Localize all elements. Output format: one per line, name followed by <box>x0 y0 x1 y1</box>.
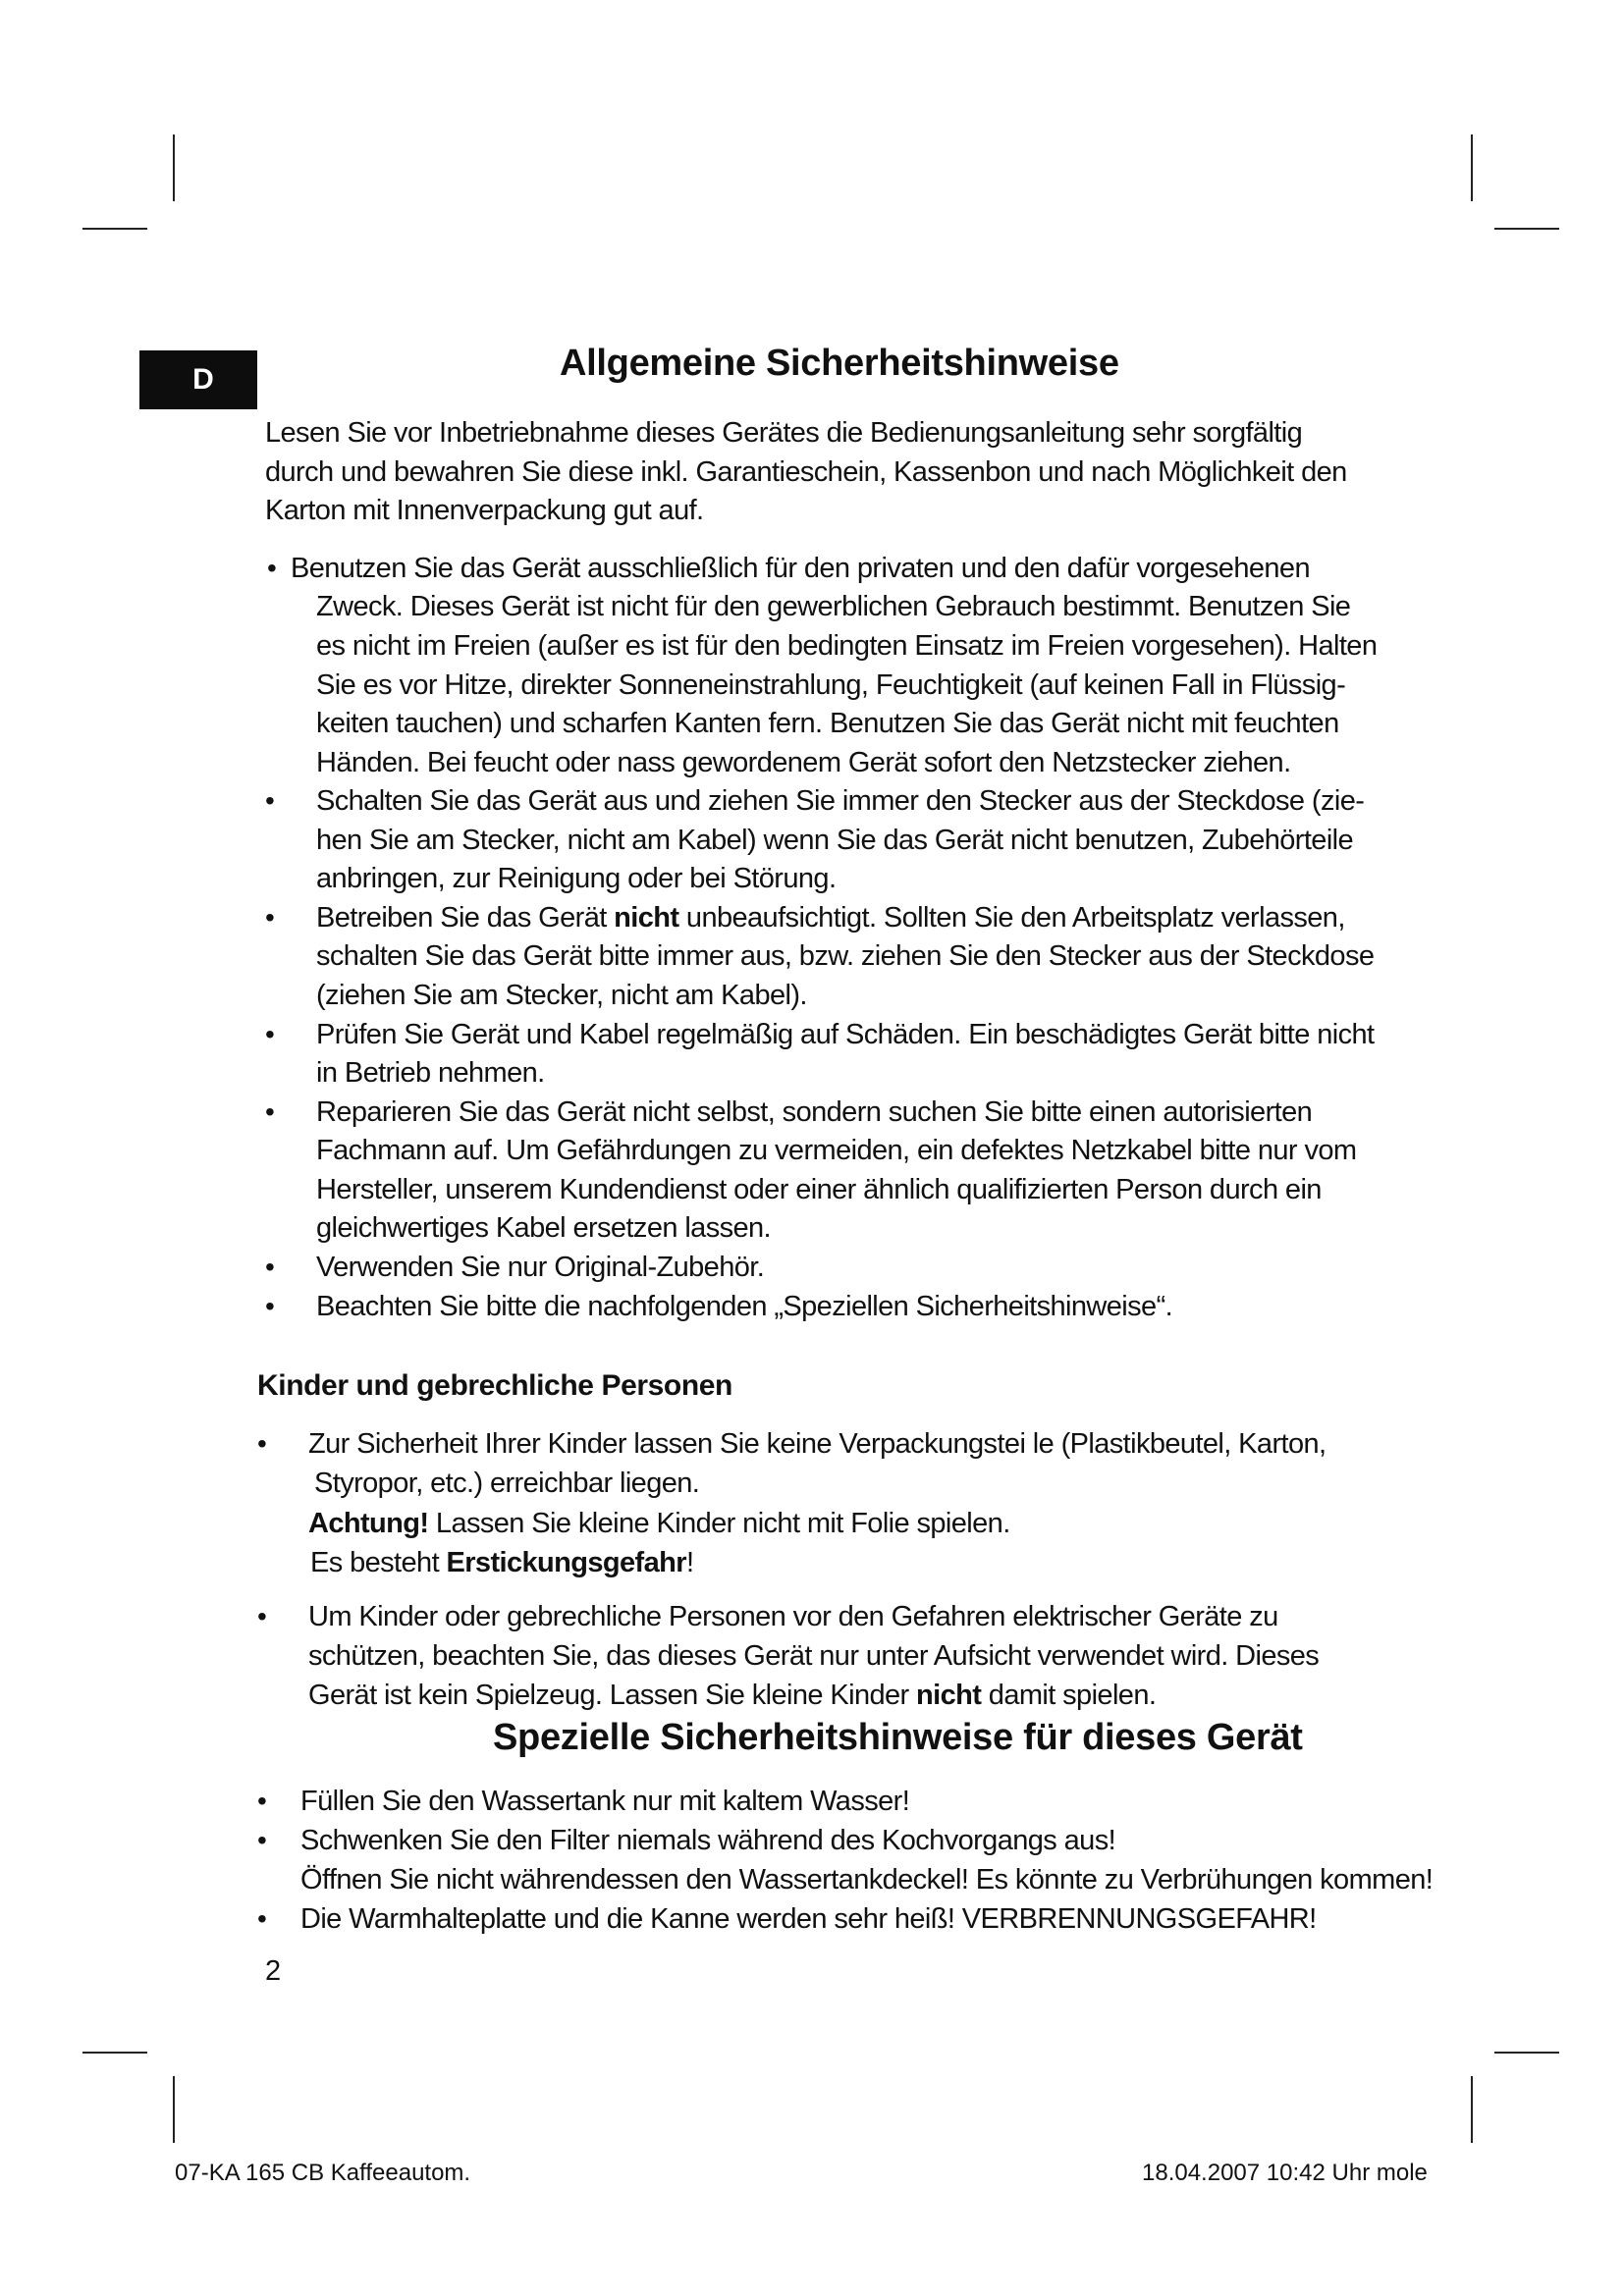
intro-line: Lesen Sie vor Inbetriebnahme dieses Gerätes die Bedienungsanleitung sehr sorgfältig <box>265 417 1303 449</box>
intro-line: durch und bewahren Sie diese inkl. Garantieschein, Kassenbon und nach Möglichkeit den <box>265 456 1347 488</box>
danger-label: Erstickungsgefahr <box>446 1547 686 1578</box>
text-run: unbeaufsichtigt. Sollten Sie den Arbeitsplatz verlassen, <box>678 902 1345 934</box>
crop-mark-top-right-vertical <box>1471 134 1473 201</box>
language-tab-label: D <box>192 363 214 396</box>
bullet-icon: • <box>265 1252 275 1282</box>
crop-mark-bottom-right-horizontal <box>1494 2052 1559 2054</box>
list-item-line: Schalten Sie das Gerät aus und ziehen Sie immer den Stecker aus der Steckdose (zie- <box>316 785 1365 817</box>
bullet-icon: • <box>265 1019 275 1049</box>
footer-file-name: 07-KA 165 CB Kaffeeautom. <box>175 2160 471 2186</box>
list-item-line <box>308 1676 1156 1715</box>
children-heading: Kinder und gebrechliche Personen <box>257 1369 732 1402</box>
list-item-line: anbringen, zur Reinigung oder bei Störung. <box>316 863 837 894</box>
danger-line <box>310 1543 693 1582</box>
bullet-icon: • <box>257 1428 267 1459</box>
text-run: Es besteht <box>310 1547 447 1578</box>
list-item-line <box>316 898 1345 937</box>
list-item-line: Füllen Sie den Wassertank nur mit kaltem Wasser! <box>300 1786 910 1817</box>
footer-timestamp: 18.04.2007 10:42 Uhr mole <box>1142 2160 1428 2186</box>
list-item-line: Um Kinder oder gebrechliche Personen vor den Gefahren elektrischer Geräte zu <box>308 1601 1278 1632</box>
bullet-icon: • <box>257 1825 267 1855</box>
bullet-icon: • <box>265 785 275 816</box>
emphasis-nicht: nicht <box>614 902 679 934</box>
list-item-line: Prüfen Sie Gerät und Kabel regelmäßig auf Schäden. Ein beschädigtes Gerät bitte nicht <box>316 1019 1375 1050</box>
crop-mark-bottom-left-horizontal <box>82 2052 147 2054</box>
warning-label: Achtung! <box>308 1508 429 1539</box>
list-item-line: Händen. Bei feucht oder nass gewordenem Gerät sofort den Netzstecker ziehen. <box>316 747 1291 778</box>
text-run: Gerät ist kein Spielzeug. Lassen Sie kleine Kinder <box>308 1680 917 1711</box>
list-item-line: keiten tauchen) und scharfen Kanten fern. Benutzen Sie das Gerät nicht mit feuchten <box>316 708 1339 739</box>
list-item-line: Schwenken Sie den Filter niemals während des Kochvorgangs aus! <box>300 1825 1116 1856</box>
list-item-line: in Betrieb nehmen. <box>316 1057 545 1089</box>
crop-mark-top-left-horizontal <box>82 228 147 230</box>
list-item-line: Benutzen Sie das Gerät ausschließlich für den privaten und den dafür vorgesehenen <box>291 553 1310 584</box>
crop-mark-bottom-right-vertical <box>1471 2076 1473 2143</box>
crop-mark-top-left-vertical <box>173 134 175 201</box>
list-item-line: (ziehen Sie am Stecker, nicht am Kabel). <box>316 980 807 1011</box>
list-item-line: schalten Sie das Gerät bitte immer aus, bzw. ziehen Sie den Stecker aus der Steckdose <box>316 940 1375 972</box>
crop-mark-bottom-left-vertical <box>173 2076 175 2143</box>
bullet-icon: • <box>257 1903 267 1934</box>
page-number: 2 <box>265 1955 281 1987</box>
bullet-icon: • <box>265 1291 275 1321</box>
list-item-line: gleichwertiges Kabel ersetzen lassen. <box>316 1212 772 1244</box>
list-item-line: Styropor, etc.) erreichbar liegen. <box>314 1468 700 1499</box>
list-item-line: schützen, beachten Sie, das dieses Gerät nur unter Aufsicht verwendet wird. Dieses <box>308 1640 1320 1672</box>
bullet-icon: • <box>257 1601 267 1631</box>
list-item-line: Reparieren Sie das Gerät nicht selbst, sondern suchen Sie bitte einen autorisierten <box>316 1096 1313 1128</box>
bullet-icon: • <box>257 1786 267 1816</box>
special-safety-title: Spezielle Sicherheitshinweise für dieses Gerät <box>493 1717 1303 1758</box>
text-run: damit spielen. <box>981 1680 1157 1711</box>
list-item-line: Öffnen Sie nicht währendessen den Wassertankdeckel! Es könnte zu Verbrühungen kommen! <box>300 1864 1434 1896</box>
list-item-line: Die Warmhalteplatte und die Kanne werden sehr heiß! VERBRENNUNGSGEFAHR! <box>300 1903 1317 1935</box>
language-tab <box>139 350 257 409</box>
bullet-icon: • <box>265 902 275 933</box>
list-item-line: Beachten Sie bitte die nachfolgenden „Speziellen Sicherheitshinweise“. <box>316 1291 1173 1322</box>
list-item-line: es nicht im Freien (außer es ist für den bedingten Einsatz im Freien vorgesehen). Halten <box>316 630 1378 662</box>
list-item-line: hen Sie am Stecker, nicht am Kabel) wenn Sie das Gerät nicht benutzen, Zubehörteile <box>316 825 1354 856</box>
text-run: Lassen Sie kleine Kinder nicht mit Folie spielen. <box>428 1508 1010 1539</box>
warning-line <box>308 1504 1010 1543</box>
list-item-line: Fachmann auf. Um Gefährdungen zu vermeiden, ein defektes Netzkabel bitte nur vom <box>316 1135 1357 1166</box>
bullet-icon: • <box>265 1096 275 1127</box>
text-run: Betreiben Sie das Gerät <box>316 902 615 934</box>
emphasis-nicht: nicht <box>916 1680 982 1711</box>
list-item-line: Hersteller, unserem Kundendienst oder einer ähnlich qualifizierten Person durch ein <box>316 1174 1322 1205</box>
crop-mark-top-right-horizontal <box>1494 228 1559 230</box>
list-item-line: Sie es vor Hitze, direkter Sonneneinstrahlung, Feuchtigkeit (auf keinen Fall in Flüssig- <box>316 669 1346 701</box>
list-item-line: Verwenden Sie nur Original-Zubehör. <box>316 1252 765 1283</box>
general-safety-title: Allgemeine Sicherheitshinweise <box>560 343 1119 384</box>
bullet-icon: • <box>267 553 277 583</box>
list-item-line: Zur Sicherheit Ihrer Kinder lassen Sie keine Verpackungstei le (Plastikbeutel, Karton, <box>308 1428 1326 1460</box>
text-run: ! <box>685 1547 694 1578</box>
intro-line: Karton mit Innenverpackung gut auf. <box>265 495 704 526</box>
list-item-line: Zweck. Dieses Gerät ist nicht für den gewerblichen Gebrauch bestimmt. Benutzen Sie <box>316 591 1351 622</box>
